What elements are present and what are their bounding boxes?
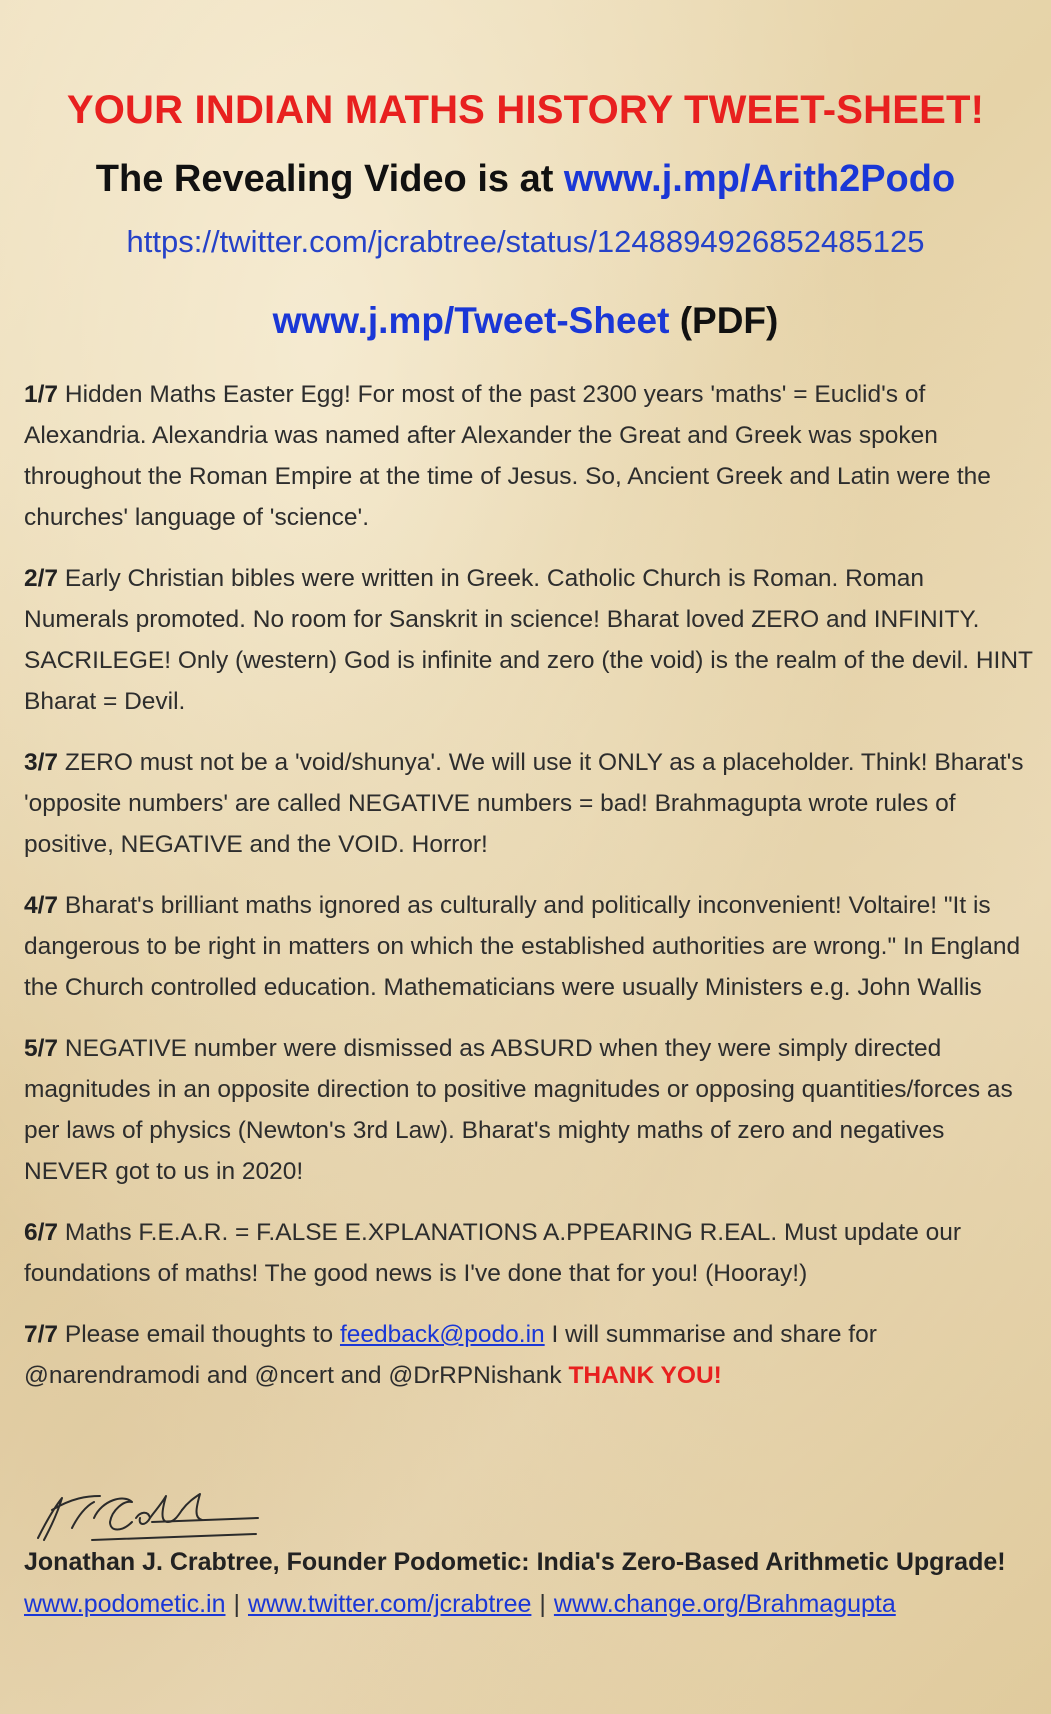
founder-credit: Jonathan J. Crabtree, Founder Podometic: India's Zero-Based Arithmetic Upgrade! — [24, 1548, 1006, 1576]
thank-you-text: THANK YOU! — [568, 1362, 722, 1389]
tweet-text: Early Christian bibles were written in Greek. Catholic Church is Roman. Roman Numerals promoted. No room for Sanskrit in science! Bharat loved ZERO and INFINITY. SACRILEGE! Only (western) God is infinite and zero (the void) is the realm of the devil. HINT Bharat = Devil. — [24, 565, 1033, 715]
tweet-item — [24, 558, 1033, 722]
feedback-email-link[interactable]: feedback@podo.in — [339, 1321, 545, 1348]
tweet-item — [24, 742, 1033, 865]
video-link[interactable]: www.j.mp/Arith2Podo — [563, 158, 956, 200]
pdf-link[interactable]: www.j.mp/Tweet-Sheet — [272, 300, 670, 341]
tweet-number: 5/7 — [24, 1035, 59, 1062]
pdf-line — [0, 300, 1051, 342]
tweet-list — [24, 374, 1033, 1416]
tweet-text: ZERO must not be a 'void/shunya'. We will use it ONLY as a placeholder. Think! Bharat's 'opposite numbers' are called NEGATIVE numbers = bad! Brahmagupta wrote rules of positive, NEGATIVE and the VOID. Horror! — [24, 749, 1024, 858]
tweet-text: NEGATIVE number were dismissed as ABSURD when they were simply directed magnitudes in an opposite direction to positive magnitudes or opposing quantities/forces as per laws of physics (Newton's 3rd Law). Bharat's mighty maths of zero and negatives NEVER got to us in 2020! — [24, 1035, 1013, 1185]
tweet-text: Bharat's brilliant maths ignored as culturally and politically inconvenient! Voltaire! "It is dangerous to be right in matters on which the established authorities are wrong." In England the Church controlled education. Mathematicians were usually Ministers e.g. John Wallis — [24, 892, 1021, 1001]
tweet-text: Please email thoughts to — [58, 1321, 340, 1348]
link-separator: | — [539, 1590, 546, 1618]
podometic-link[interactable]: www.podometic.in — [24, 1590, 226, 1618]
tweet-item — [24, 1028, 1033, 1192]
signature-image — [32, 1488, 264, 1546]
twitter-profile-link[interactable]: www.twitter.com/jcrabtree — [247, 1590, 532, 1618]
page-title: YOUR INDIAN MATHS HISTORY TWEET-SHEET! — [66, 88, 985, 132]
tweet-item — [24, 1212, 1033, 1294]
change-org-link[interactable]: www.change.org/Brahmagupta — [553, 1590, 896, 1618]
tweet-text: Maths F.E.A.R. = F.ALSE E.XPLANATIONS A.PPEARING R.EAL. Must update our foundations of maths! The good news is I've done that for you! (Hooray!) — [24, 1219, 962, 1287]
footer-links — [24, 1590, 896, 1619]
pdf-suffix: (PDF) — [669, 300, 779, 341]
video-prefix: The Revealing Video is at — [95, 158, 564, 200]
video-line — [0, 158, 1051, 201]
tweet-number: 1/7 — [24, 381, 59, 408]
tweet-item-7 — [24, 1314, 1033, 1396]
link-separator: | — [233, 1590, 240, 1618]
tweet-number: 7/7 — [24, 1321, 59, 1348]
tweet-item — [24, 885, 1033, 1008]
tweet-text-suffix: I will summarise and share for @narendramodi and @ncert and @DrRPNishank — [24, 1321, 877, 1389]
tweet-number: 4/7 — [24, 892, 59, 919]
tweet-number: 2/7 — [24, 565, 59, 592]
tweet-item — [24, 374, 1033, 538]
tweet-text: Hidden Maths Easter Egg! For most of the past 2300 years 'maths' = Euclid's of Alexandria. Alexandria was named after Alexander the Great and Greek was spoken throughout the Roman Empire at the time of Jesus. So, Ancient Greek and Latin were the churches' language of 'science'. — [24, 381, 991, 531]
tweet-number: 6/7 — [24, 1219, 59, 1246]
twitter-status-link[interactable]: https://twitter.com/jcrabtree/status/1248894926852485125 — [126, 224, 925, 259]
tweet-number: 3/7 — [24, 749, 59, 776]
